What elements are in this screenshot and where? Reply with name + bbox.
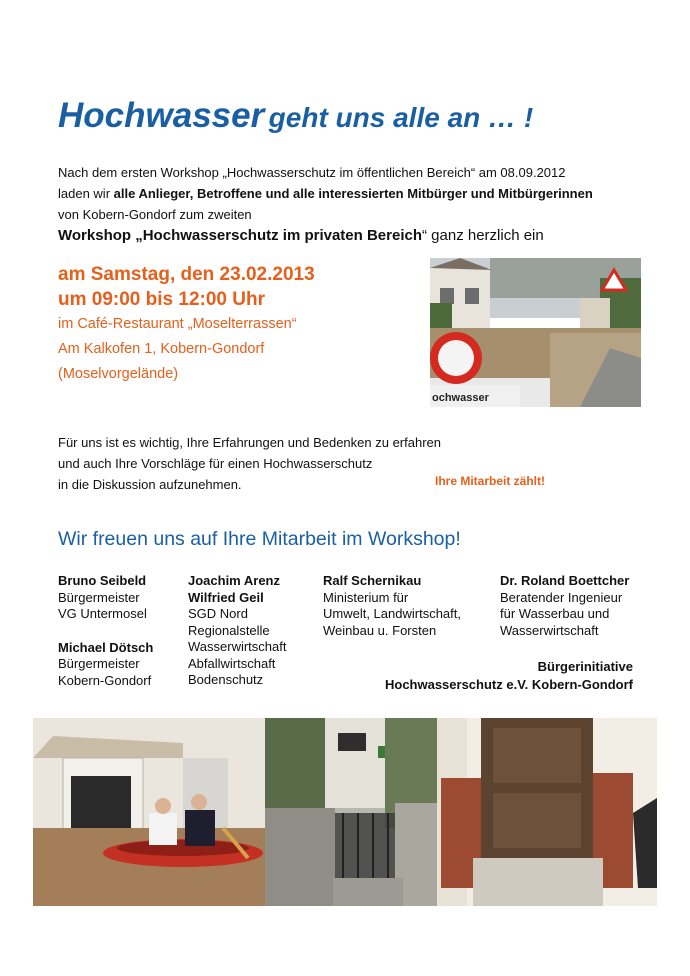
event-venue: im Café-Restaurant „Moselterrassen“	[58, 316, 297, 332]
contact-column-1	[58, 573, 153, 689]
info-line-2: und auch Ihre Vorschläge für einen Hochwasserschutz	[58, 456, 373, 471]
event-time: um 09:00 bis 12:00 Uhr	[58, 289, 265, 310]
workshop-title: Workshop „Hochwasserschutz im privaten Bereich	[58, 227, 422, 244]
info-line-1: Für uns ist es wichtig, Ihre Erfahrungen und Bedenken zu erfahren	[58, 435, 441, 450]
initiative-line-1: Bürgerinitiative	[537, 659, 633, 674]
event-date: am Samstag, den 23.02.2013	[58, 264, 315, 285]
contact-org: Kobern-Gondorf	[58, 672, 152, 688]
contact-role: Bürgermeister	[58, 656, 140, 671]
contact-line: Umwelt, Landwirtschaft,	[323, 606, 461, 621]
title-main: Hochwasser	[58, 96, 265, 135]
workshop-line	[58, 225, 658, 246]
contact-name: Dr. Roland Boettcher	[500, 573, 630, 588]
mitarbeit-note: Ihre Mitarbeit zählt!	[435, 474, 546, 488]
title-sub: geht uns alle an … !	[268, 102, 534, 133]
contact-name: Michael Dötsch	[58, 639, 154, 655]
contact-role: Bürgermeister	[58, 589, 140, 605]
contact-line: Bodenschutz	[188, 672, 264, 687]
workshop-headline: Wir freuen uns auf Ihre Mitarbeit im Workshop!	[58, 528, 461, 550]
event-area: (Moselvorgelände)	[58, 366, 179, 382]
contact-name: Joachim Arenz	[188, 573, 280, 588]
intro-line-3: von Kobern-Gondorf zum zweiten	[58, 207, 252, 222]
intro-text	[58, 162, 658, 246]
contact-name: Wilfried Geil	[188, 589, 264, 605]
contact-name: Bruno Seibeld	[58, 573, 147, 588]
contact-line: Wasserwirtschaft	[188, 639, 287, 654]
flood-photos-image	[33, 718, 657, 906]
contact-column-3	[323, 573, 461, 639]
contact-org: VG Untermosel	[58, 606, 147, 621]
citizen-initiative	[385, 658, 633, 694]
workshop-rest: “ ganz herzlich ein	[422, 227, 544, 244]
contact-line: Ministerium für	[323, 589, 409, 605]
contact-column-4	[500, 573, 629, 639]
page-title	[58, 96, 533, 136]
contact-name: Ralf Schernikau	[323, 573, 422, 588]
contact-column-2	[188, 573, 286, 689]
info-paragraph	[58, 432, 478, 495]
intro-line-1: Nach dem ersten Workshop „Hochwasserschutz im öffentlichen Bereich“ am 08.09.2012	[58, 165, 566, 180]
contact-line: Regionalstelle	[188, 622, 270, 638]
flood-sign-text: ochwasser	[432, 392, 489, 404]
contact-line: für Wasserbau und	[500, 606, 610, 621]
initiative-line-2: Hochwasserschutz e.V. Kobern-Gondorf	[384, 677, 633, 692]
event-details	[58, 262, 315, 387]
flood-street-photo	[430, 258, 641, 407]
intro-line-2-bold: alle Anlieger, Betroffene und alle interessierten Mitbürger und Mitbürgerinnen	[113, 186, 593, 201]
info-line-3: in die Diskussion aufzunehmen.	[58, 477, 242, 492]
contact-line: Abfallwirtschaft	[188, 655, 276, 671]
intro-line-2	[58, 183, 658, 204]
event-address: Am Kalkofen 1, Kobern-Gondorf	[58, 341, 265, 357]
contact-line: SGD Nord	[188, 606, 248, 621]
contact-line: Weinbau u. Forsten	[323, 622, 437, 638]
flood-photo-strip	[33, 718, 657, 906]
contact-line: Wasserwirtschaft	[500, 622, 599, 638]
intro-line-2-pre: laden wir	[58, 186, 114, 201]
flood-street-image	[430, 258, 641, 407]
contact-line: Beratender Ingenieur	[500, 589, 623, 605]
